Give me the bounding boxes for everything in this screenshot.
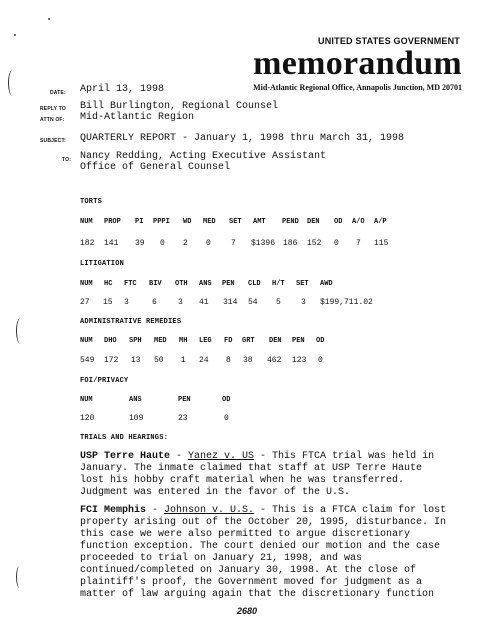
torts-heading: TORTS [80,198,103,206]
torts-col-header: PEND [282,218,299,226]
torts-col-header: AMT [253,218,266,226]
admin-col-header: FD [224,337,233,345]
torts-value: 186 [283,239,298,248]
litigation-value: 6 [152,298,157,307]
admin-col-header: LEG [199,337,212,345]
foi-value: 23 [178,414,188,423]
torts-col-header: MED [203,218,216,226]
scan-speck [14,34,16,36]
litigation-value: 3 [178,298,183,307]
admin-col-header: DHO [104,337,117,345]
foi-col-header: PEN [178,396,191,404]
admin-col-header: DEN [269,337,282,345]
office-address: Mid-Atlantic Regional Office, Annapolis Junction, MD 20701 [253,83,462,92]
foi-value: 120 [80,414,95,423]
government-header: UNITED STATES GOVERNMENT [318,36,460,46]
trials-heading: TRIALS AND HEARINGS: [80,434,169,442]
date-value: April 13, 1998 [80,84,165,95]
admin-value: 8 [226,356,231,365]
admin-col-header: MED [154,337,167,345]
torts-value: 0 [334,239,339,248]
attn-of-label: ATTN OF: [40,117,65,123]
to-line1: Nancy Redding, Acting Executive Assistant [80,151,327,162]
admin-value: 24 [199,356,209,365]
paragraph-line: property arising out of the October 20, 1995, disturbance. In [80,517,447,528]
admin-value: 1 [181,356,186,365]
torts-col-header: WD [183,218,192,226]
torts-col-header: PPPI [153,218,170,226]
torts-col-header: OD [334,218,343,226]
foi-col-header: OD [222,396,231,404]
foi-value: 0 [224,414,229,423]
admin-value: 0 [318,356,323,365]
reply-to-line2: Mid-Atlantic Region [80,112,195,123]
paragraph-line: plaintiff's proof, the Government moved for judgment as a [80,577,423,588]
paragraph-line: lost his hobby craft material when he was transferred. [80,475,405,486]
litigation-value: $199,711.02 [320,298,373,307]
litigation-col-header: ANS [199,280,212,288]
paragraph-line: matter of law arguing again that the discretionary function [80,589,435,600]
admin-value: 549 [80,356,95,365]
foi-value: 109 [129,414,144,423]
torts-col-header: DEN [307,218,320,226]
reply-to-line1: Bill Burlington, Regional Counsel [80,101,279,112]
torts-col-header: PI [135,218,144,226]
torts-value: 182 [80,239,95,248]
admin-col-header: GRT [242,337,255,345]
to-label: TO: [62,157,72,163]
torts-value: 115 [374,239,389,248]
torts-col-header: NUM [80,218,93,226]
scan-speck [48,18,50,20]
litigation-value: 15 [103,298,113,307]
page-number: 2680 [236,606,258,616]
paragraph-line: Judgment was entered in the favor of the U.S. [80,487,351,498]
torts-value: 39 [135,239,145,248]
torts-value: 2 [183,239,188,248]
admin-value: 172 [104,356,119,365]
foi-header-row [0,396,494,406]
litigation-col-header: AWD [320,280,333,288]
admin-value: 123 [292,356,307,365]
litigation-value-row [0,298,494,308]
admin-value: 462 [267,356,282,365]
admin-value-row [0,356,494,366]
litigation-col-header: BIV [149,280,162,288]
paragraph-line: FCI Memphis - Johnson v. U.S. - This is a FTCA claim for lost [80,505,447,516]
facility-name: FCI Memphis [80,505,147,516]
litigation-col-header: SET [296,280,309,288]
litigation-value: 54 [248,298,258,307]
litigation-value: 314 [223,298,238,307]
litigation-col-header: HC [104,280,113,288]
foi-privacy-heading: FOI/PRIVACY [80,377,129,385]
foi-col-header: ANS [129,396,142,404]
torts-value: 0 [160,239,165,248]
case-name: Yanez v. US [188,451,255,462]
admin-remedies-heading: ADMINISTRATIVE REMEDIES [80,318,182,326]
admin-value: 13 [131,356,141,365]
trial-paragraph-memphis [80,505,446,601]
litigation-value: 3 [301,298,306,307]
litigation-header-row [0,280,494,290]
to-line2: Office of General Counsel [80,162,231,173]
trial-paragraph-terre-haute [80,451,434,499]
paragraph-line: this case we were also permitted to argue discretionary [80,529,411,540]
admin-value: 50 [154,356,164,365]
torts-col-header: PROP [104,218,121,226]
paragraph-line: function exception. The court denied our motion and the case [80,541,441,552]
margin-bracket-mark [8,70,17,96]
torts-col-header: A/O [352,218,365,226]
torts-value: 7 [231,239,236,248]
litigation-heading: LITIGATION [80,260,125,268]
torts-col-header: SET [229,218,242,226]
admin-col-header: OD [316,337,325,345]
paragraph-line: continued/completed on January 30, 1998. At the close of [80,565,417,576]
facility-name: USP Terre Haute [80,451,171,462]
admin-header-row [0,337,494,347]
litigation-col-header: H/T [272,280,285,288]
torts-header-row [0,218,494,228]
reply-to-label: REPLY TO [40,106,66,112]
litigation-col-header: NUM [80,280,93,288]
torts-value: 0 [206,239,211,248]
torts-value: 7 [356,239,361,248]
margin-bracket-mark [16,566,23,588]
torts-value: 152 [307,239,322,248]
litigation-col-header: PEN [222,280,235,288]
litigation-value: 3 [124,298,129,307]
subject-label: SUBJECT: [40,138,67,144]
foi-value-row [0,414,494,424]
paragraph-line: USP Terre Haute - Yanez v. US - This FTCA trial was held in [80,451,435,462]
memo-title: memorandum [253,45,462,82]
litigation-value: 5 [276,298,281,307]
date-label: DATE: [50,90,66,96]
litigation-value: 27 [80,298,90,307]
foi-col-header: NUM [80,396,93,404]
admin-col-header: SPH [129,337,142,345]
litigation-col-header: OTH [175,280,188,288]
litigation-col-header: CLD [248,280,261,288]
litigation-value: 41 [199,298,209,307]
subject-value: QUARTERLY REPORT - January 1, 1998 thru March 31, 1998 [80,133,405,144]
torts-col-header: A/P [374,218,387,226]
paragraph-line: proceeded to trial on January 21, 1998, and was [80,553,363,564]
admin-col-header: NUM [80,337,93,345]
admin-col-header: MH [179,337,188,345]
torts-value: 141 [104,239,119,248]
paragraph-line: January. The inmate claimed that staff at USP Terre Haute [80,463,423,474]
admin-col-header: PEN [292,337,305,345]
litigation-col-header: FTC [124,280,137,288]
torts-value: $1396 [251,239,276,248]
case-name: Johnson v. U.S. [164,505,255,516]
admin-value: 38 [243,356,253,365]
torts-value-row [0,239,494,249]
